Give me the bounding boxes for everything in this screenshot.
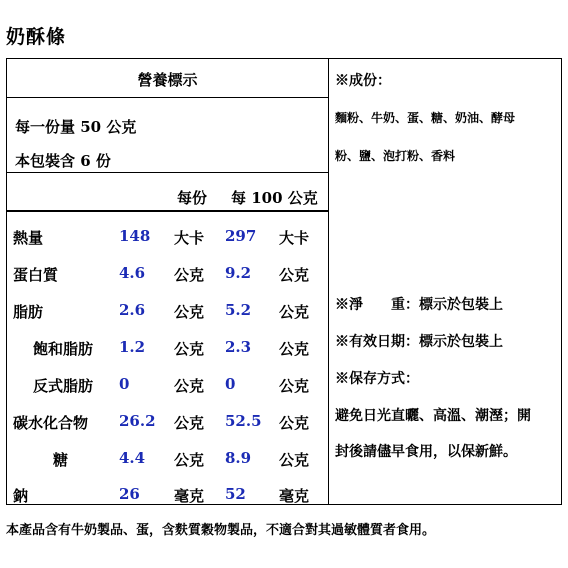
value-per-100g: 5.2 <box>225 301 252 319</box>
ingredients-line-1: 麵粉、牛奶、蛋、糖、奶油、酵母 <box>335 111 516 125</box>
value-per-serving: 2.6 <box>119 301 146 319</box>
serving-size: 每一份量 50 公克 <box>15 118 137 136</box>
divider <box>7 172 328 173</box>
expiry-date: ※有效日期：標示於包裝上 <box>335 334 503 350</box>
product-title: 奶酥條 <box>6 26 67 48</box>
unit-per-serving: 公克 <box>174 451 205 469</box>
nutrient-row-fat <box>7 301 328 331</box>
nutrient-label: 鈉 <box>13 487 29 505</box>
unit-per-100g: 公克 <box>279 340 310 358</box>
nutrient-label: 反式脂肪 <box>33 377 94 395</box>
storage-line-1: 避免日光直曬、高溫、潮溼；開 <box>335 408 531 424</box>
nutrient-row-saturated-fat <box>7 338 328 368</box>
nutrient-row-protein <box>7 264 328 294</box>
unit-per-100g: 公克 <box>279 303 310 321</box>
value-per-serving: 26.2 <box>119 412 156 430</box>
value-per-100g: 52.5 <box>225 412 262 430</box>
allergen-warning: 本產品含有牛奶製品、蛋，含麩質穀物製品，不適合對其過敏體質者食用。 <box>6 523 436 538</box>
divider <box>7 210 328 212</box>
nutrient-label: 碳水化合物 <box>13 414 89 432</box>
nutrition-facts-table <box>7 59 329 504</box>
value-per-serving: 26 <box>119 485 140 503</box>
unit-per-100g: 毫克 <box>279 487 310 505</box>
storage-title: ※保存方式： <box>335 371 419 387</box>
unit-per-serving: 毫克 <box>174 487 205 505</box>
nutrient-row-calories <box>7 227 328 257</box>
value-per-100g: 0 <box>225 375 236 393</box>
unit-per-100g: 公克 <box>279 377 310 395</box>
nutrient-label: 糖 <box>53 451 69 469</box>
value-per-serving: 4.4 <box>119 449 146 467</box>
column-header-per-100g: 每 100 公克 <box>231 189 318 207</box>
unit-per-serving: 公克 <box>174 340 205 358</box>
value-per-100g: 52 <box>225 485 246 503</box>
nutrient-label: 熱量 <box>13 229 44 247</box>
nutrient-label: 脂肪 <box>13 303 44 321</box>
unit-per-serving: 大卡 <box>174 229 205 247</box>
divider <box>7 97 328 98</box>
unit-per-serving: 公克 <box>174 266 205 284</box>
unit-per-100g: 公克 <box>279 451 310 469</box>
value-per-100g: 9.2 <box>225 264 252 282</box>
value-per-serving: 1.2 <box>119 338 146 356</box>
servings-per-package: 本包裝含 6 份 <box>15 152 111 170</box>
nutrient-row-sugar <box>7 449 328 479</box>
value-per-100g: 2.3 <box>225 338 252 356</box>
value-per-serving: 4.6 <box>119 264 146 282</box>
net-weight: ※淨 重：標示於包裝上 <box>335 297 503 313</box>
label-panel <box>6 58 562 505</box>
nutrition-header: 營養標示 <box>137 71 198 89</box>
nutrient-label: 蛋白質 <box>13 266 59 284</box>
value-per-100g: 8.9 <box>225 449 252 467</box>
value-per-serving: 148 <box>119 227 151 245</box>
unit-per-serving: 公克 <box>174 414 205 432</box>
ingredients-line-2: 粉、鹽、泡打粉、香料 <box>335 149 456 163</box>
column-header-per-serving: 每份 <box>177 189 208 207</box>
value-per-100g: 297 <box>225 227 257 245</box>
storage-line-2: 封後請儘早食用，以保新鮮。 <box>335 444 517 460</box>
unit-per-serving: 公克 <box>174 377 205 395</box>
value-per-serving: 0 <box>119 375 130 393</box>
ingredients-title: ※成份： <box>335 73 391 89</box>
unit-per-serving: 公克 <box>174 303 205 321</box>
unit-per-100g: 公克 <box>279 414 310 432</box>
nutrient-row-carbohydrate <box>7 412 328 442</box>
product-info-column <box>329 59 561 504</box>
nutrient-row-trans-fat <box>7 375 328 405</box>
unit-per-100g: 大卡 <box>279 229 310 247</box>
nutrient-row-sodium <box>7 485 328 515</box>
nutrient-label: 飽和脂肪 <box>33 340 94 358</box>
unit-per-100g: 公克 <box>279 266 310 284</box>
